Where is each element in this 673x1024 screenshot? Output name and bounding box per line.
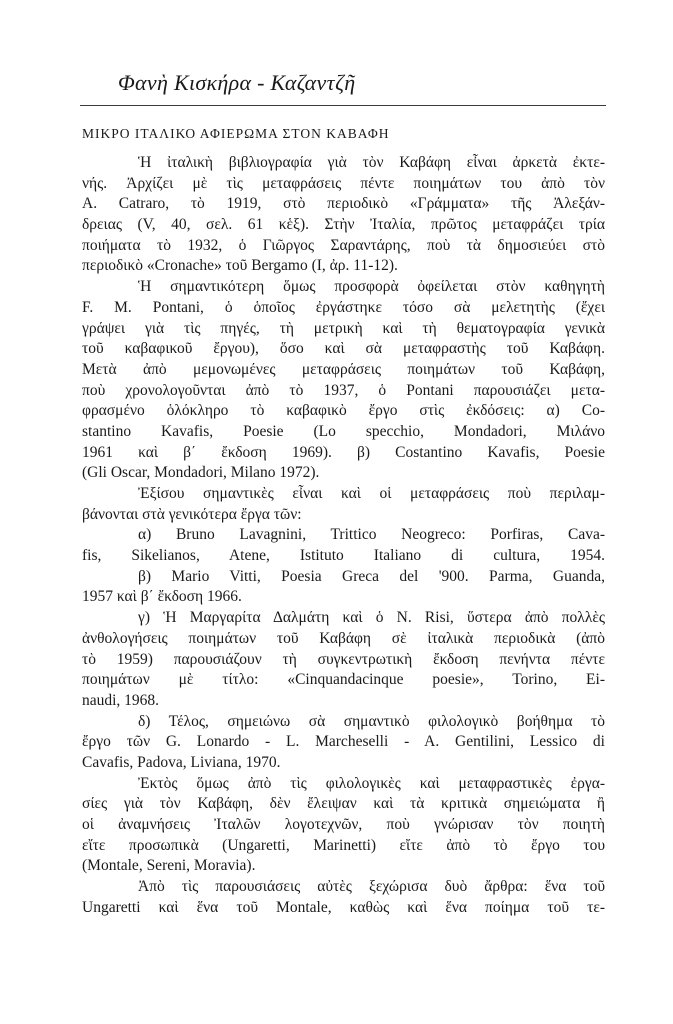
article-title: ΜΙΚΡΟ ΙΤΑΛΙΚΟ ΑΦΙΕΡΩΜΑ ΣΤΟΝ ΚΑΒΑΦΗ bbox=[82, 126, 390, 141]
text-line: 1961 καὶ β΄ ἔκδοση 1969). β) Costantino Kavafis, Poesie bbox=[82, 443, 605, 461]
text-line: δρειας (V, 40, σελ. 61 κἑξ). Στὴν Ἰταλία, πρῶτος μεταφράζει τρία bbox=[82, 216, 605, 234]
text-line: σίες γιὰ τὸν Καβάφη, δὲν ἔλειψαν καὶ τὰ κριτικὰ σημειώματα ἢ bbox=[82, 795, 605, 813]
author-name: Φανὴ Κισκήρα - Καζαντζῆ bbox=[118, 70, 356, 95]
text-line: A. Catraro, τὸ 1919, στὸ περιοδικὸ «Γράμματα» τῆς Ἀλεξάν- bbox=[82, 195, 605, 213]
text-line: naudi, 1968. bbox=[82, 691, 160, 709]
text-line: γ) Ἡ Μαργαρίτα Δαλμάτη καὶ ὁ N. Risi, ὕστερα ἀπὸ πολλὲς bbox=[138, 609, 605, 627]
text-line: F. M. Pontani, ὁ ὁποῖος ἐργάστηκε τόσο σὰ μελετητὴς (ἔχει bbox=[82, 298, 605, 316]
text-line: εἴτε προσωπικὰ (Ungaretti, Marinetti) εἴτε ἀπὸ τὸ ἔργο του bbox=[82, 836, 605, 854]
text-line: Ἐκτὸς ὅμως ἀπὸ τὶς φιλολογικὲς καὶ μεταφραστικὲς ἐργα- bbox=[138, 774, 605, 792]
text-line: Cavafis, Padova, Liviana, 1970. bbox=[82, 753, 281, 771]
text-line: οἱ ἀναμνήσεις Ἰταλῶν λογοτεχνῶν, ποὺ γνώρισαν τὸν ποιητὴ bbox=[82, 816, 605, 833]
text-line: ἀνθολογήσεις ποιημάτων τοῦ Καβάφη σὲ ἰταλικὰ περιοδικὰ (ἀπὸ bbox=[82, 629, 605, 647]
text-line: (Montale, Sereni, Moravia). bbox=[82, 857, 256, 875]
header-rule bbox=[80, 105, 606, 106]
text-line: Ἐξίσου σημαντικὲς εἶναι καὶ οἱ μεταφράσεις ποὺ περιλαμ- bbox=[138, 485, 605, 502]
text-line: τοῦ καβαφικοῦ ἔργου), ὅσο καὶ σὰ μεταφραστὴς τοῦ Καβάφη. bbox=[82, 340, 605, 358]
text-line: (Gli Oscar, Mondadori, Milano 1972). bbox=[82, 464, 320, 482]
text-line: α) Bruno Lavagnini, Trittico Neogreco: Porfiras, Cava- bbox=[138, 526, 605, 544]
text-line: ποιήματα τὸ 1932, ὁ Γιῶργος Σαραντάρης, ποὺ τὰ δημοσιεύει στὸ bbox=[82, 236, 605, 254]
text-line: τὸ 1959) παρουσιάζουν τὴ συγκεντρωτικὴ ἔκδοση πενήντα πέντε bbox=[82, 650, 605, 668]
text-line: fis, Sikelianos, Atene, Istituto Italiano di cultura, 1954. bbox=[82, 547, 605, 565]
text-line: ἔργο τῶν G. Lonardo - L. Marcheselli - A. Gentilini, Lessico di bbox=[82, 733, 605, 751]
text-line: βάνονται στὰ γενικότερα ἔργα τῶν: bbox=[82, 505, 302, 523]
text-line: δ) Τέλος, σημειώνω σὰ σημαντικὸ φιλολογικὸ βοήθημα τὸ bbox=[138, 712, 605, 730]
text-line: γράψει γιὰ τὶς πηγές, τὴ μετρικὴ καὶ τὴ θεματογραφία γενικὰ bbox=[82, 319, 605, 337]
text-line: stantino Kavafis, Poesie (Lo specchio, Mondadori, Μιλάνο bbox=[82, 422, 605, 440]
text-line: ποὺ χρονολογοῦνται ἀπὸ τὸ 1937, ὁ Pontani παρουσιάζει μετα- bbox=[82, 381, 605, 399]
text-line: β) Mario Vitti, Poesia Greca del '900. Parma, Guanda, bbox=[138, 567, 605, 585]
text-line: νής. Ἀρχίζει μὲ τὶς μεταφράσεις πέντε ποιημάτων του ἀπὸ τὸν bbox=[82, 174, 605, 192]
article-body bbox=[82, 153, 605, 918]
text-line: Ἀπὸ τὶς παρουσιάσεις αὐτὲς ξεχώρισα δυὸ ἄρθρα: ἕνα τοῦ bbox=[138, 878, 605, 896]
text-line: 1957 καὶ β΄ ἔκδοση 1966. bbox=[82, 588, 242, 606]
text-line: Ἡ σημαντικότερη ὅμως προσφορὰ ὀφείλεται στὸν καθηγητὴ bbox=[138, 278, 605, 296]
text-line: Ungaretti καὶ ἕνα τοῦ Montale, καθὼς καὶ ἕνα ποίημα τοῦ τε- bbox=[82, 898, 605, 916]
text-line: Μετὰ ἀπὸ μεμονωμένες μεταφράσεις ποιημάτων τοῦ Καβάφη, bbox=[82, 360, 605, 378]
text-line: φρασμένο ὁλόκληρο τὸ καβαφικὸ ἔργο στὶς ἐκδόσεις: α) Co- bbox=[82, 402, 605, 420]
text-line: περιοδικὸ «Cronache» τοῦ Bergamo (I, ἀρ. 11-12). bbox=[82, 257, 398, 275]
text-line: Ἡ ἰταλικὴ βιβλιογραφία γιὰ τὸν Καβάφη εἶναι ἀρκετὰ ἐκτε- bbox=[138, 154, 605, 171]
text-line: ποιημάτων μὲ τίτλο: «Cinquandacinque poesie», Torino, Ei- bbox=[82, 671, 605, 689]
